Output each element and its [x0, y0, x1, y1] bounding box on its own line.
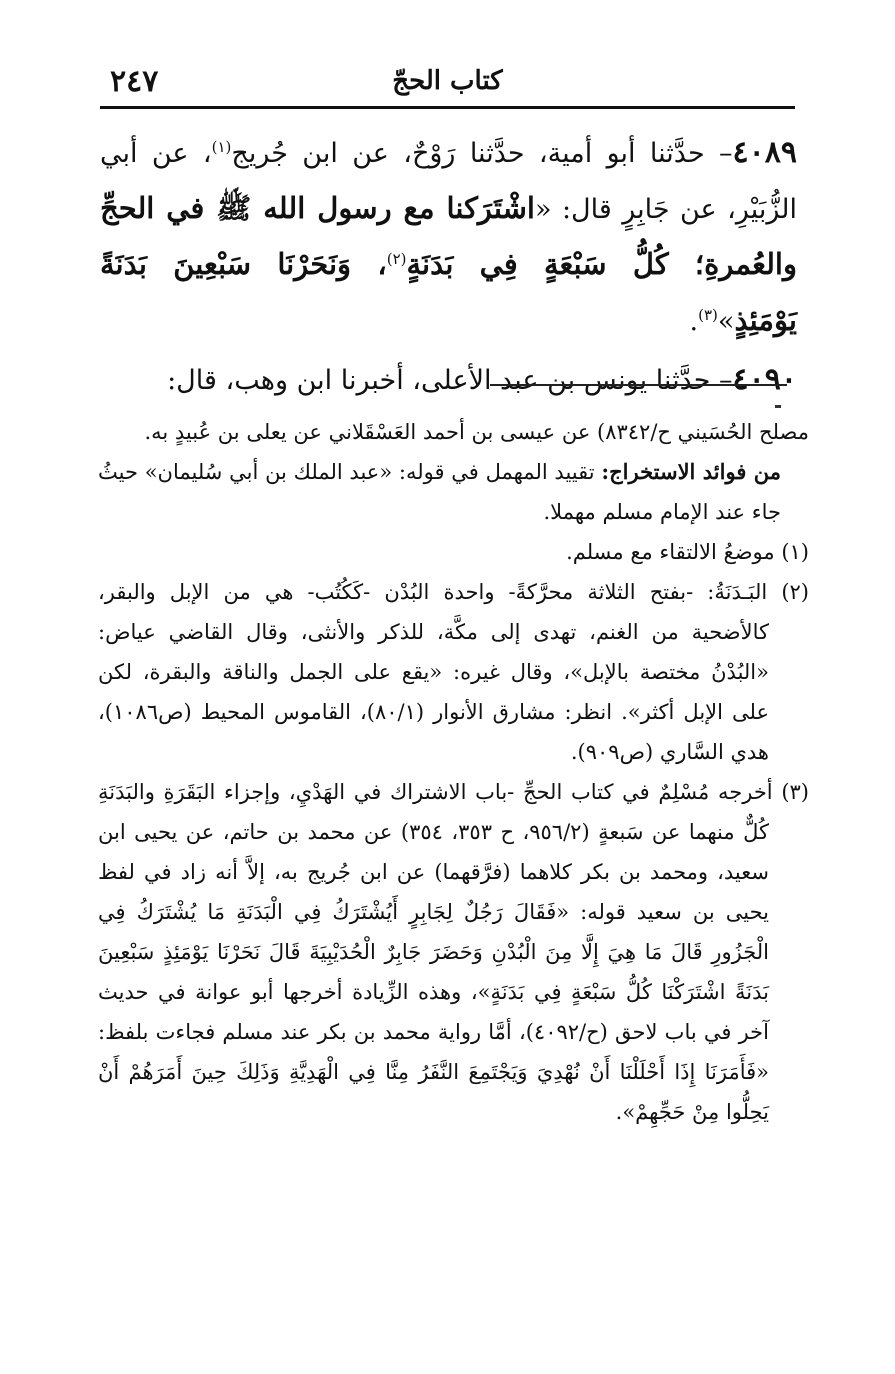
- footnote-ref: (٢): [386, 250, 407, 268]
- hadith-chain-cont: ، عن أبي الزُّبَيْرِ، عن جَابِرٍ قال: «: [100, 138, 797, 225]
- footnote-continuation: مصلح الحُسَيني ح/٨٣٤٢) عن عيسى بن أحمد العَسْقَلاني عن يعلى بن عُبيدٍ به.: [144, 420, 809, 444]
- margin-mark: [775, 405, 781, 408]
- hadith-matn-cont: ، وَنَحَرْنَا سَبْعِينَ بَدَنَةً يَوْمَئِذٍ: [100, 247, 797, 337]
- footnote-3: (٣) أخرجه مُسْلِمٌ في كتاب الحجِّ -باب الاشتراك في الهَدْيِ، وإجزاء البَقَرَةِ والبَدَنَةِ كُلٌّ منهما عن سَبعةٍ (٩٥٦/٢، ح ٣٥٣، ٣٥٤) عن محمد بن حاتم، عن يحيى ابن سعيد، ومحمد بن بكر كلاهما (فرَّقهما) عن ابن جُريج به، إلاَّ أنه زاد في لفظ يحيى بن سعيد قوله: «فَقَالَ رَجُلٌ لِجَابِرٍ أَيُشْتَرَكُ فِي الْبَدَنَةِ مَا يُشْتَرَكُ فِي الْجَزُورِ قَالَ مَا هِيَ إِلَّا مِنَ الْبُدْنِ وَحَضَرَ جَابِرٌ الْحُدَيْبِيَةَ قَالَ نَحَرْنَا يَوْمَئِذٍ سَبْعِينَ بَدَنَةً اشْتَرَكْنَا كُلُّ سَبْعَةٍ فِي بَدَنَةٍ»، وهذه الزِّيادة أخرجها أبو عوانة في حديث آخر في باب لاحق (ح/٤٠٩٢)، أمَّا رواية محمد بن بكر عند مسلم فجاءت بلفظ: «فَأَمَرَنَا إِذَا أَحْلَلْنَا أَنْ نُهْدِيَ وَيَجْتَمِعَ النَّفَرُ مِنَّا فِي الْهَدِيَّةِ وَذَلِكَ حِينَ أَمَرَهُمْ أَنْ يَحِلُّوا مِنْ حَجِّهِمْ».: [98, 780, 809, 1124]
- quote-close: »: [717, 306, 735, 337]
- hadith-chain: – حدَّثنا أبو أمية، حدَّثنا رَوْحٌ، عن ابن جُريج: [231, 138, 733, 169]
- footnote-ref: (١): [211, 138, 232, 156]
- header-rule: [100, 106, 795, 109]
- page-number: ٢٤٧: [110, 64, 159, 99]
- hadith-number: ٤٠٨٩: [732, 135, 797, 170]
- main-text: [100, 126, 797, 412]
- running-title: كتاب الحجّ: [392, 66, 503, 96]
- hadith-4090: [100, 353, 797, 408]
- benefit-text: تقييد المهمل في قوله: «عبد الملك بن أبي سُليمان» حيثُ جاء عند الإمام مسلم مهملا.: [98, 460, 781, 524]
- footnote-separator: [490, 384, 787, 386]
- hadith-number: ٤٠٩٠: [732, 362, 797, 397]
- page-header: [100, 62, 795, 108]
- footnotes: [98, 412, 809, 1132]
- footnote-ref: (٣): [698, 306, 718, 324]
- extraction-benefit: [98, 452, 809, 532]
- hadith-chain: – حدَّثنا يونس بن عبد الأعلى، أخبرنا ابن وهب، قال:: [167, 365, 733, 396]
- benefit-label: من فوائد الاستخراج:: [601, 459, 781, 484]
- footnote-2: (٢) البَـدَنَةُ: -بفتح الثلاثة محرَّكةً- واحدة البُدْن -كَكُتُب- هي من الإبل والبقر، كالأضحية من الغنم، تهدى إلى مكَّة، للذكر والأنثى، وقال القاضي عياض: «البُدْنُ مختصة بالإبل»، وقال غيره: «يقع على الجمل والناقة والبقرة، لكن على الإبل أكثر». انظر: مشارق الأنوار (٨٠/١)، القاموس المحيط (ص١٠٨٦)، هدي السَّاري (ص٩٠٩).: [98, 580, 809, 764]
- period: .: [689, 306, 699, 337]
- footnote-1: (١) موضعُ الالتقاء مع مسلم.: [566, 540, 809, 564]
- hadith-4089: [100, 126, 797, 349]
- hadith-matn: اشْتَرَكنا مع رسول الله ﷺ في الحجِّ والعُمرةِ؛ كُلُّ سَبْعَةٍ فِي بَدَنَةٍ: [100, 191, 797, 281]
